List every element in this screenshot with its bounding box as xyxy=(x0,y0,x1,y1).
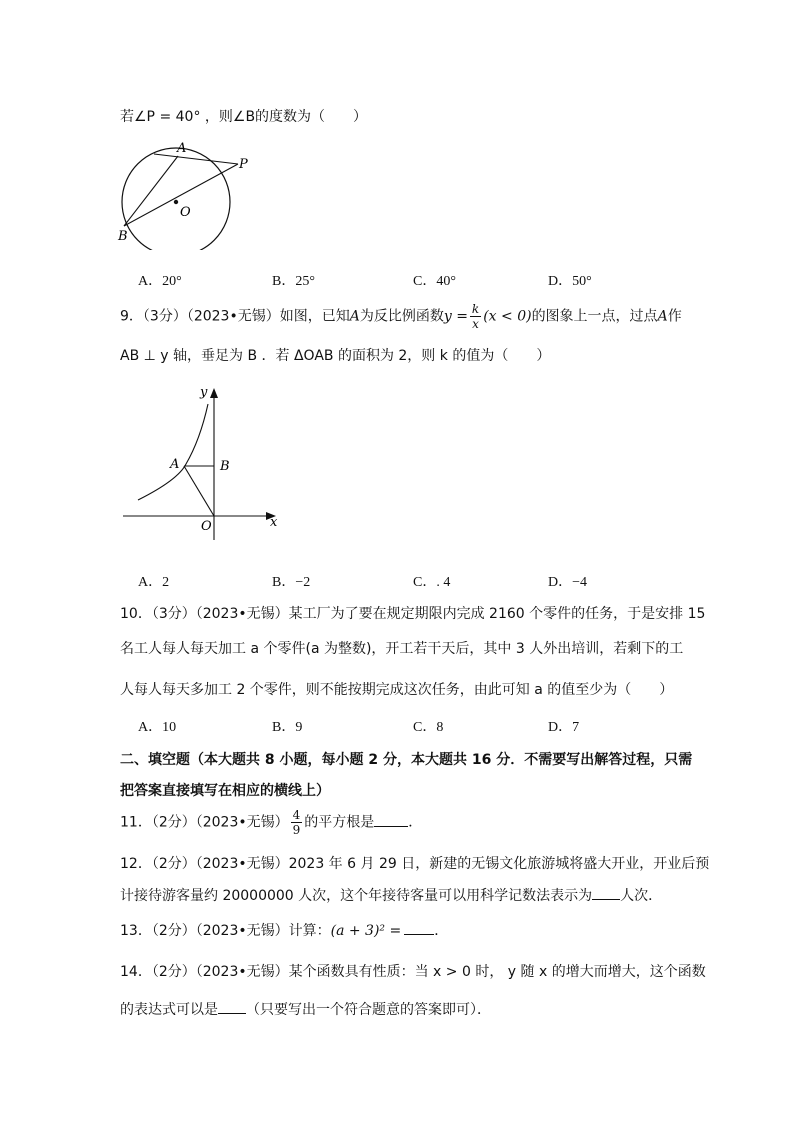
q8-option-c[interactable]: C．40° xyxy=(413,274,456,289)
q11-answer-blank[interactable] xyxy=(374,826,408,827)
q9-stem-line1 xyxy=(120,303,682,330)
q9-var-a2: A xyxy=(657,308,668,325)
label-p: P xyxy=(239,157,248,172)
q11-suffix: 的平方根是 xyxy=(304,814,375,831)
q10-stem-line3: 人每人每天多加工 2 个零件，则不能按期完成这次任务，由此可知 a 的值至少为（ ） xyxy=(120,682,674,698)
q11-end: ． xyxy=(408,814,423,831)
q8-circle-figure xyxy=(110,140,260,250)
q9-stem-line2: AB ⊥ y 轴，垂足为 B ．若 ΔOAB 的面积为 2，则 k 的值为（ ） xyxy=(120,348,551,364)
q9-fraction-k-over-x xyxy=(470,303,481,330)
q11-frac-num: 4 xyxy=(292,808,301,822)
q14-line2a: 的表达式可以是 xyxy=(120,1002,218,1018)
q10-option-c[interactable]: C．8 xyxy=(413,720,444,735)
q9-frac-den: x xyxy=(472,317,479,331)
q12-stem-line2 xyxy=(120,885,662,905)
y-axis-arrow-icon xyxy=(210,388,218,398)
q9-func-y: y = xyxy=(443,308,468,325)
q9-prefix: 9．（3分）（2023•无锡）如图，已知 xyxy=(120,308,350,325)
q12-stem-line1: 12．（2分）（2023•无锡）2023 年 6 月 29 日，新建的无锡文化旅游城将盛大开业，开业后预 xyxy=(120,856,710,872)
q12-line2b: 人次． xyxy=(620,888,663,904)
label-o: O xyxy=(201,519,212,534)
circle-o xyxy=(122,148,230,250)
q9-option-d[interactable]: D．−4 xyxy=(548,575,588,590)
q10-option-d[interactable]: D．7 xyxy=(548,720,580,735)
q11-fraction xyxy=(291,809,303,836)
q13-prefix: 13．（2分）（2023•无锡）计算： xyxy=(120,923,331,939)
q8-option-d[interactable]: D．50° xyxy=(548,274,592,289)
tangent-line-pa xyxy=(154,154,238,164)
q11-prefix: 11．（2分）（2023•无锡） xyxy=(120,814,289,831)
q11-stem xyxy=(120,809,422,836)
q14-stem-line1: 14．（2分）（2023•无锡）某个函数具有性质：当 x > 0 时， y 随 x 的增大而增大，这个函数 xyxy=(120,964,706,980)
q10-option-b[interactable]: B．9 xyxy=(272,720,303,735)
q9-mid: 为反比例函数 xyxy=(359,308,444,325)
q9-option-b[interactable]: B．−2 xyxy=(272,575,311,590)
section2-heading-line1: 二、填空题（本大题共 8 小题，每小题 2 分，本大题共 16 分．不需要写出解答过程，只需 xyxy=(120,752,693,768)
q10-stem-line2: 名工人每人每天加工 a 个零件(a 为整数)，开工若干天后，其中 3 人外出培训，若剩下的工 xyxy=(120,641,684,657)
q10-stem-line1: 10．（3分）（2023•无锡）某工厂为了要在规定期限内完成 2160 个零件的任务，于是安排 15 xyxy=(120,606,706,622)
q9-end: 作 xyxy=(667,308,682,325)
q14-stem-line2 xyxy=(120,999,491,1019)
label-b: B xyxy=(118,229,128,244)
label-x: x xyxy=(270,515,278,530)
chord-ab xyxy=(124,156,178,226)
q9-cond: (x < 0) xyxy=(483,308,532,325)
q12-line2a: 计接待游客量约 20000000 人次，这个年接待客量可以用科学记数法表示为 xyxy=(120,888,593,904)
q9-hyperbola-figure xyxy=(118,380,288,540)
q13-end: ． xyxy=(434,923,449,939)
label-a: A xyxy=(177,141,187,156)
label-o: O xyxy=(180,205,191,220)
q13-answer-blank[interactable] xyxy=(404,934,434,935)
q14-answer-blank[interactable] xyxy=(218,1013,246,1014)
q9-option-c[interactable]: C．. 4 xyxy=(413,575,451,590)
q8-option-b[interactable]: B．25° xyxy=(272,274,315,289)
section2-heading-line2: 把答案直接填写在相应的横线上） xyxy=(120,783,330,799)
q12-answer-blank[interactable] xyxy=(592,899,620,900)
q8-option-a[interactable]: A．20° xyxy=(138,274,182,289)
q13-expr: (a + 3)² = xyxy=(330,923,402,939)
center-point-o xyxy=(174,200,178,204)
q9-frac-num: k xyxy=(471,302,480,316)
q9-suffix: 的图象上一点，过点 xyxy=(531,308,658,325)
label-y: y xyxy=(200,385,208,400)
segment-ao xyxy=(184,466,214,516)
q14-line2b: （只要写出一个符合题意的答案即可）． xyxy=(246,1002,491,1018)
q9-var-a: A xyxy=(349,308,360,325)
q11-frac-den: 9 xyxy=(292,823,301,837)
q9-option-a[interactable]: A．2 xyxy=(138,575,170,590)
q8-stem: 若∠P = 40° ，则∠B的度数为（ ） xyxy=(120,109,368,125)
label-b: B xyxy=(220,459,230,474)
q13-stem xyxy=(120,920,448,940)
label-a: A xyxy=(170,457,180,472)
q10-option-a[interactable]: A．10 xyxy=(138,720,177,735)
hyperbola-curve xyxy=(138,404,208,500)
